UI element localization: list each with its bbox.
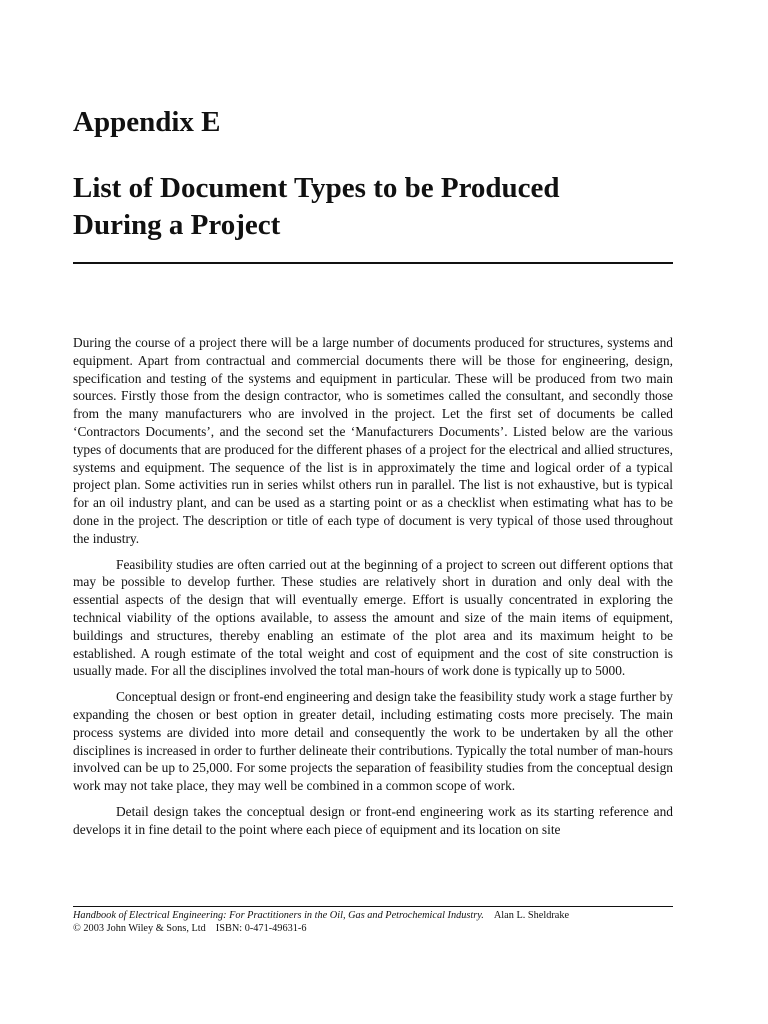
- chapter-title: [73, 170, 673, 244]
- footer-author: Alan L. Sheldrake: [493, 910, 570, 921]
- chapter-title-line-1: List of Document Types to be Produced: [73, 172, 560, 204]
- appendix-label: Appendix E: [73, 106, 221, 138]
- paragraph-detail-design: Detail design takes the conceptual design or front-end engineering work as its starting reference and develops it in fine detail to the point where each piece of equipment and its location on site: [73, 803, 673, 837]
- footer-divider: [73, 906, 673, 907]
- paragraph-feasibility-studies: Feasibility studies are often carried out at the beginning of a project to screen out different options that may be possible to develop further. These studies are relatively short in duration and only deal with the essential aspects of the design that will eventually emerge. Effort is usually concentrated in exploring the technical viability of the options available, to assess the amount and size of the main items of equipment, buildings and structures, thereby enabling an estimate of the plot area and its maximum height to be established. A rough estimate of the total weight and cost of equipment and the cost of site construction is usually made. For all the disciplines involved the total man-hours of work done is typically up to 5000.: [73, 556, 673, 679]
- paragraph-intro: During the course of a project there will be a large number of documents produced for structures, systems and equipment. Apart from contractual and commercial documents there will be those for engineering, design, specification and testing of the systems and equipment in particular. These will be produced from two main sources. Firstly those from the design contractor, who is sometimes called the consultant, and secondly those from the many manufacturers who are involved in the project. Let the first set of documents be called ‘Contractors Documents’, and the second set the ‘Manufacturers Documents’. Listed below are the various types of documents that are produced for the different phases of a project for the electrical and allied structures, systems and equipment. The sequence of the list is in approximately the time and logical order of a typical project plan. Some activities run in series whilst others run in parallel. The list is not exhaustive, but is typical for an oil industry plant, and can be used as a starting point or as a checklist when estimating what has to be done in the project. The description or title of each type of document is very typical of those used throughout the industry.: [73, 335, 673, 546]
- title-divider: [73, 262, 673, 264]
- paragraph-conceptual-design: Conceptual design or front-end engineering and design take the feasibility study work a stage further by expanding the chosen or best option in greater detail, including estimating costs more precisely. The main process systems are divided into more detail and consequently the work to be undertaken by all the other disciplines is increased in order to further delineate their contributions. Typically the total number of man-hours involved can be up to 25,000. For some projects the separation of feasibility studies from the conceptual design work may not take place, they may well be combined in a common scope of work.: [73, 689, 673, 794]
- footer-citation: [73, 909, 713, 922]
- footer-book-title: Handbook of Electrical Engineering: For Practitioners in the Oil, Gas and Petrochemical Industry.: [73, 910, 484, 921]
- footer-isbn: ISBN: 0-471-49631-6: [215, 923, 307, 934]
- chapter-title-line-2: During a Project: [73, 209, 281, 241]
- body-text: [73, 334, 673, 847]
- footer-copyright: © 2003 John Wiley & Sons, Ltd: [73, 923, 206, 934]
- page-footer: [73, 909, 713, 935]
- footer-publication: [73, 922, 713, 935]
- document-page: [73, 0, 673, 1024]
